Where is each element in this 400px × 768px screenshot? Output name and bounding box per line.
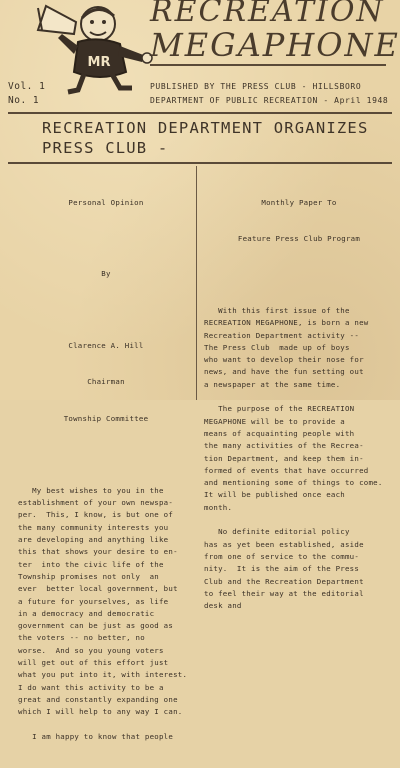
body-line: establishment of your own newspa-: [18, 498, 174, 508]
megaphone-mascot-illustration: [28, 0, 156, 96]
body-line: month.: [204, 502, 233, 512]
body-line: great and constantly expanding one: [18, 694, 178, 704]
author-name: Clarence A. Hill: [68, 340, 144, 350]
body-line: a newspaper at the same time.: [204, 379, 341, 389]
body-line: [18, 718, 194, 730]
masthead-title-rule: [150, 64, 386, 66]
body-line: tion Department, and keep them in-: [204, 453, 364, 463]
column-divider: [196, 166, 197, 400]
publisher-info: [150, 80, 388, 108]
body-line: [204, 514, 394, 526]
body-line: which I will help to any way I can.: [18, 707, 183, 717]
body-line: formed of events that have occurred: [204, 465, 369, 475]
body-line: news, and have the fun setting out: [204, 367, 364, 377]
body-line: has as yet been established, aside: [204, 539, 364, 549]
body-line: nity. It is the aim of the Press: [204, 564, 360, 574]
headline-line-2: PRESS CLUB -: [42, 139, 169, 157]
byline-by: By: [101, 269, 111, 279]
masthead-title-top: RECREATION: [150, 0, 385, 29]
body-line: Club and the Recreation Department: [204, 576, 364, 586]
department-line: DEPARTMENT OF PUBLIC RECREATION - April 1948: [150, 96, 389, 105]
author-role: Chairman: [87, 377, 125, 387]
body-line: the many community interests you: [18, 522, 169, 532]
body-line: who want to develop their nose for: [204, 355, 364, 365]
body-line: per. This, I know, is but one of: [18, 510, 174, 520]
publisher-line: PUBLISHED BY THE PRESS CLUB - HILLSBORO: [150, 82, 362, 91]
article-body: [18, 485, 194, 743]
body-line: My best wishes to you in the: [18, 485, 164, 495]
mascot-letters: MR: [87, 55, 111, 70]
body-line: worse. And so you young voters: [18, 645, 164, 655]
body-line: Recreation Department activity --: [204, 330, 360, 340]
right-column: [204, 172, 394, 637]
body-line: what you put into it, with interest.: [18, 670, 188, 680]
article-heading: Personal Opinion: [68, 197, 144, 207]
body-line: With this first issue of the: [204, 305, 350, 315]
body-line: in a democracy and democratic: [18, 608, 155, 618]
body-line: to feel their way at the editorial: [204, 588, 364, 598]
body-line: No definite editorial policy: [204, 527, 350, 537]
body-line: It will be published once each: [204, 490, 345, 500]
body-line: the voters -- no better, no: [18, 633, 145, 643]
issue-info: [8, 80, 45, 108]
body-line: from one of service to the commu-: [204, 551, 360, 561]
body-line: and mentioning some of things to come.: [204, 478, 383, 488]
body-line: ever better local government, but: [18, 584, 178, 594]
body-line: MEGAPHONE will be to provide a: [204, 416, 345, 426]
body-line: desk and: [204, 601, 242, 611]
body-line: a future for yourselves, as life: [18, 596, 169, 606]
masthead-title: MEGAPHONE: [150, 26, 400, 64]
article-heading-line-2: Feature Press Club Program: [237, 234, 361, 244]
body-line: government can be just as good as: [18, 621, 174, 631]
volume-label: Vol. 1: [8, 81, 46, 92]
body-line: [204, 391, 394, 403]
headline-line-1: RECREATION DEPARTMENT ORGANIZES: [42, 119, 369, 137]
body-line: RECREATION MEGAPHONE, is born a new: [204, 318, 369, 328]
body-line: the many activities of the Recrea-: [204, 441, 364, 451]
main-headline: [42, 118, 369, 158]
body-line: will get out of this effort just: [18, 657, 169, 667]
body-line: The Press Club made up of boys: [204, 342, 350, 352]
author-committee: Township Committee: [63, 414, 149, 424]
left-column: [18, 172, 194, 768]
number-label: No. 1: [8, 95, 40, 106]
body-line: I do want this activity to be a: [18, 682, 164, 692]
body-line: are developing and anything like: [18, 535, 169, 545]
body-line: this that shows your desire to en-: [18, 547, 178, 557]
article-heading-line-1: Monthly Paper To: [261, 197, 337, 207]
body-line: means of acquainting people with: [204, 428, 355, 438]
body-line: The purpose of the RECREATION: [204, 404, 355, 414]
masthead-divider: [8, 112, 392, 114]
headline-divider: [8, 162, 392, 164]
body-line: I am happy to know that people: [18, 731, 174, 741]
body-line: Township promises not only an: [18, 571, 159, 581]
article-body: [204, 305, 394, 612]
body-line: ter into the civic life of the: [18, 559, 164, 569]
